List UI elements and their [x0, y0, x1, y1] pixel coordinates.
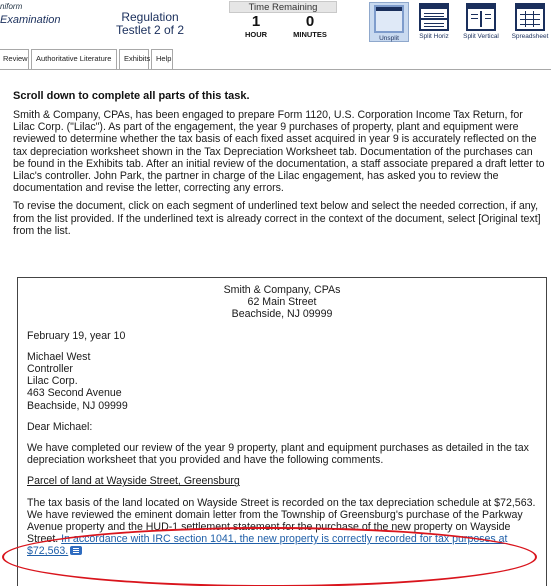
- letterhead-firm: Smith & Company, CPAs: [223, 284, 341, 296]
- tab-authoritative-literature[interactable]: Authoritative Literature: [31, 49, 117, 69]
- exam-header: [0, 0, 551, 44]
- split-vertical-button[interactable]: [461, 3, 501, 40]
- edit-segment-icon[interactable]: [70, 546, 82, 555]
- recipient-address: [27, 351, 537, 412]
- split-horizontal-label: Split Horiz: [419, 33, 449, 40]
- body-text: The tax basis of the land located on Wayside Street is recorded on the tax depreciation schedule at $72,563. We have reviewed the eminent domain letter from the Township of Greensburg's purchase of the Parkway Avenue property and the HUD-1 settlement statement for the purchase of the new property on Wayside Street.: [27, 496, 536, 546]
- selectable-text-segment[interactable]: In accordance with IRC section 1041, the new property is correctly recorded for tax purposes at $72,563.: [27, 533, 508, 558]
- timer-label: Time Remaining: [229, 1, 337, 13]
- exam-section-title: [100, 11, 200, 37]
- instructions-paragraph-2: To revise the document, click on each segment of underlined text below and select the needed correction, if any, from the list provided. If the underlined text is already correct in the context of the document, select [Original text] from the list.: [13, 200, 541, 237]
- tab-bar: [0, 46, 551, 70]
- tab-help[interactable]: Help: [151, 49, 173, 69]
- timer-minutes: 0: [305, 13, 315, 30]
- recipient-line: Controller: [27, 363, 73, 376]
- split-vertical-icon: [466, 3, 496, 31]
- timer-hours-unit: HOUR: [244, 30, 268, 39]
- letter-intro: We have completed our review of the year 9 property, plant and equipment purchases as detailed in the tax depreciation worksheet that you provided and have the following comments.: [27, 442, 529, 467]
- timer-hours: 1: [251, 13, 261, 30]
- recipient-line: Michael West: [27, 350, 91, 363]
- split-horizontal-button[interactable]: [414, 3, 454, 40]
- recipient-line: Lilac Corp.: [27, 375, 78, 388]
- timer-minutes-unit: MINUTES: [293, 30, 327, 39]
- split-vertical-label: Split Vertical: [463, 33, 499, 40]
- testlet-label: Testlet 2 of 2: [115, 23, 185, 37]
- exam-section: Regulation: [121, 10, 179, 24]
- split-horizontal-icon: [419, 3, 449, 31]
- letterhead-city: Beachside, NJ 09999: [231, 308, 333, 321]
- unsplit-icon: [374, 5, 404, 33]
- recipient-line: Beachside, NJ 09999: [27, 399, 128, 412]
- time-remaining: [229, 1, 337, 43]
- section-heading: Parcel of land at Wayside Street, Greensburg: [27, 475, 240, 488]
- spreadsheet-button[interactable]: [508, 3, 551, 40]
- instructions-title: Scroll down to complete all parts of this task.: [13, 90, 250, 102]
- instructions-paragraph-1: Smith & Company, CPAs, has been engaged to prepare Form 1120, U.S. Corporation Income Tax Return, for Lilac Corp. ("Lilac"). As part of the engagement, the year 9 purchases of property, plant and equipment were reviewed to determine whether the tax basis of each fixed asset acquired in year 9 is accurately reflected on the tax depreciation worksheet shown in the Tax Depreciation Worksheet tab. Documentation of the purchases can be found in the Exhibits tab. After an initial review of the documentation, a staff associate prepared a draft letter to Lilac's controller. John Park, the partner in charge of the Lilac engagement, has asked you to review the documentation and revise the letter, correcting any errors.: [13, 109, 545, 195]
- task-instructions: [13, 90, 547, 243]
- letterhead: [27, 284, 537, 321]
- spreadsheet-icon: [515, 3, 545, 31]
- letterhead-street: 62 Main Street: [247, 296, 317, 309]
- tab-exhibits[interactable]: Exhibits: [119, 49, 149, 69]
- unsplit-label: Unsplit: [379, 35, 399, 42]
- tab-review[interactable]: Review: [0, 49, 29, 69]
- logo-text: Examination: [0, 14, 61, 26]
- letter-document: [17, 277, 547, 586]
- spreadsheet-label: Spreadsheet: [511, 33, 549, 40]
- letter-date: February 19, year 10: [27, 329, 126, 342]
- unsplit-button[interactable]: [369, 2, 409, 42]
- salutation: Dear Michael:: [27, 420, 93, 433]
- letter-body-paragraph: [27, 497, 537, 558]
- logo-top-text: niform: [0, 2, 23, 11]
- recipient-line: 463 Second Avenue: [27, 387, 122, 400]
